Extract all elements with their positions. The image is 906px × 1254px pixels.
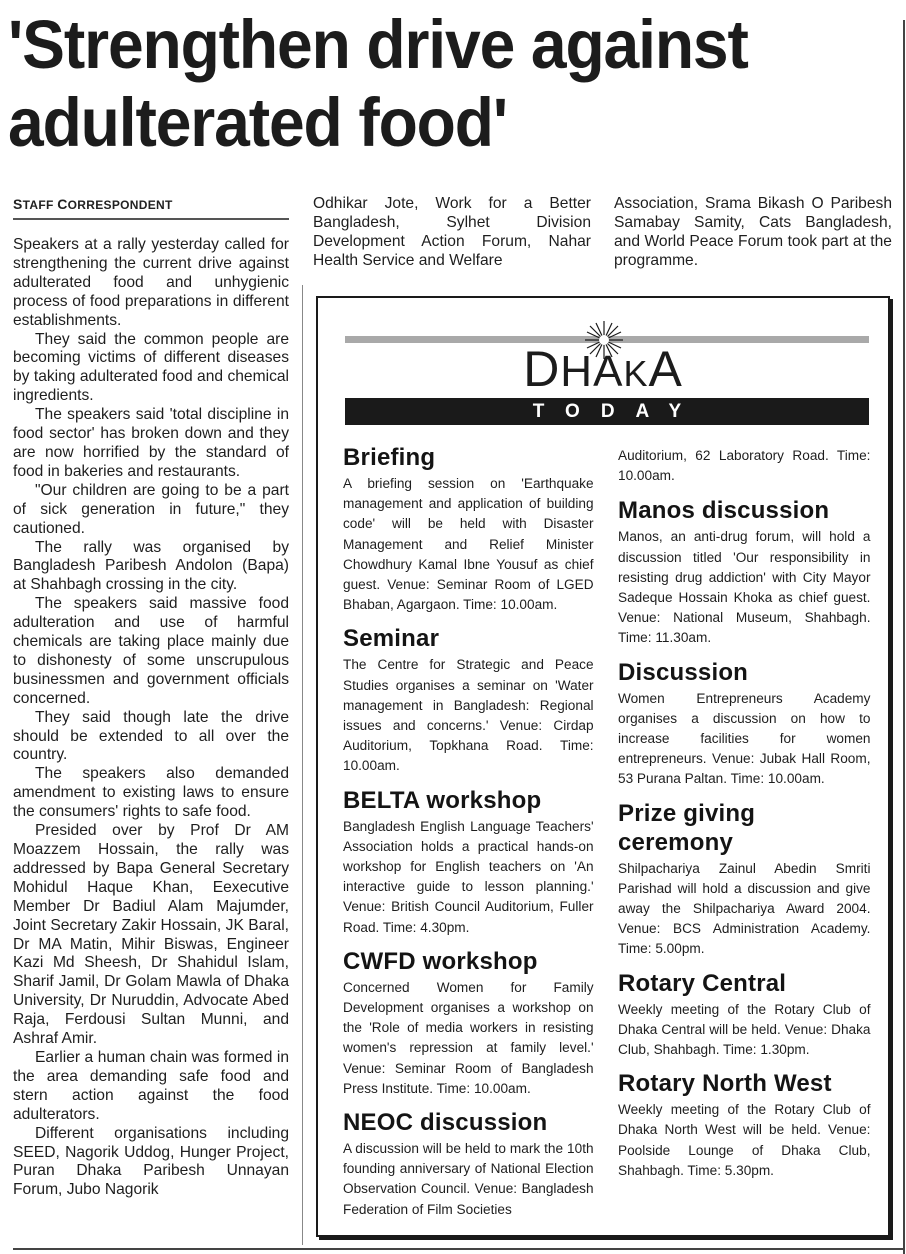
event-heading: BELTA workshop <box>343 786 542 814</box>
event-body: Weekly meeting of the Rotary Club of Dhaka Central will be held. Venue: Dhaka Club, Shahbagh. Time: 1.30pm. <box>618 1001 871 1059</box>
article-paragraph: They said the common people are becoming victims of different diseases by taking adulterated food and chemical ingredients. <box>13 330 289 405</box>
article-paragraph: Odhikar Jote, Work for a Better Bangladesh, Sylhet Division Development Action Forum, Nahar Health Service and Welfare <box>313 195 591 269</box>
byline-rest: ORRESPONDENT <box>67 198 173 212</box>
event-body: Shilpachariya Zainul Abedin Smriti Parishad will hold a discussion and give away the Shilpachariya Award 2004. Venue: BCS Administration Academy. Time: 5.00pm. <box>618 860 871 958</box>
event-heading: Prize giving ceremony <box>618 799 756 856</box>
dhaka-masthead <box>318 341 888 397</box>
dhaka-today-box <box>316 296 890 1237</box>
event-item <box>618 658 870 790</box>
event-heading: Discussion <box>618 658 749 686</box>
article-paragraph: "Our children are going to be a part of sick generation in future," they cautioned. <box>13 481 289 537</box>
today-banner: TODAY <box>345 398 869 425</box>
article-paragraph: The speakers said massive food adulteration and use of harmful chemicals are taking place mainly due to dishonesty of some unscrupulous businessmen and government officials concerned. <box>13 595 289 707</box>
masthead-letter: A <box>648 341 683 397</box>
event-body: Manos, an anti-drug forum, will hold a discussion titled 'Our responsibility in resisting drug addiction' with City Mayor Sadeque Hossain Khoka as chief guest. Venue: National Museum, Shahbagh. Time: 11.30am. <box>618 529 871 647</box>
event-body: A briefing session on 'Earthquake management and application of building code' will be held with Disaster Management and Relief Minister Chowdhury Kamal Ibne Yousuf as chief guest. Venue: Seminar Room of LGED Bhaban, Agargaon. Time: 10.00am. <box>343 476 594 614</box>
event-item <box>343 443 593 615</box>
event-body: Women Entrepreneurs Academy organises a discussion on how to increase facilities for women entrepreneurs. Venue: Jubak Hall Room, 53 Purana Paltan. Time: 10.00am. <box>618 690 871 788</box>
article-paragraph: The rally was organised by Bangladesh Paribesh Andolon (Bapa) at Shahbagh crossing in the city. <box>13 538 289 594</box>
masthead-letter: D <box>523 341 561 397</box>
article-paragraph: The speakers said 'total discipline in food sector' has broken down and they are now horrified by the standard of food in bakeries and restaurants. <box>13 406 289 480</box>
event-heading: Briefing <box>343 444 436 471</box>
masthead-letter: H <box>560 347 594 396</box>
event-heading: Rotary North West <box>618 1070 832 1098</box>
article-paragraph: Speakers at a rally yesterday called for strengthening the current drive against adulterated food and unhygienic process of food preparations in different establishments. <box>13 236 289 329</box>
masthead-letter: K <box>623 353 649 394</box>
event-body: The Centre for Strategic and Peace Studies organises a seminar on 'Water management in Bangladesh: Regional issues and concerns.' Venue: Cirdap Auditorium, Topkhana Road. Time: 10.00am. <box>343 657 594 775</box>
article-column-2 <box>313 195 591 271</box>
event-body-continuation: Auditorium, 62 Laboratory Road. Time: 10.00am. <box>618 448 871 485</box>
article-paragraph: Earlier a human chain was formed in the area demanding safe food and stern action against the food adulterators. <box>13 1048 289 1123</box>
byline <box>13 196 289 220</box>
event-heading: Seminar <box>343 625 440 653</box>
event-item <box>618 799 870 960</box>
page-edge-rule <box>903 20 905 1254</box>
event-heading: Rotary Central <box>618 969 787 997</box>
events-column-right <box>618 446 870 1181</box>
bottom-rule <box>13 1248 903 1250</box>
event-heading: NEOC discussion <box>343 1109 548 1137</box>
article-paragraph: They said though late the drive should be extended to all over the country. <box>13 708 289 764</box>
event-item <box>618 969 870 1061</box>
event-item <box>618 496 870 648</box>
event-item <box>343 624 593 776</box>
event-body: Weekly meeting of the Rotary Club of Dhaka North West will be held. Venue: Poolside Lounge of Dhaka Club, Shahbagh. Time: 5.30pm. <box>618 1102 871 1179</box>
article-paragraph: Presided over by Prof Dr AM Moazzem Hossain, the rally was addressed by Bapa General Secretary Mohidul Haque Khan, Eexecutive Member Dr Badiul Alam Majumder, Joint Secretary Zakir Hossain, JK Baral, Dr MA Matin, Mihir Biswas, Engineer Kazi Md Sheesh, Dr Shahidul Islam, Sharif Jamil, Dr Golam Mawla of Dhaka University, Dr Nuruddin, Advocate Abed Raja, Ferdousi Sultan Munni, and Ashraf Amir. <box>13 822 289 1048</box>
article-paragraph: The speakers also demanded amendment to existing laws to ensure the consumers' rights to safe food. <box>13 765 289 821</box>
column-divider <box>302 285 303 1245</box>
event-heading: Manos discussion <box>618 497 830 525</box>
article-column-1 <box>13 236 289 1200</box>
event-item <box>618 1069 870 1181</box>
event-body: Bangladesh English Language Teachers' Association holds a practical hands-on workshop for English teachers on 'An interactive guide to lesson planning.' Venue: British Council Auditorium, Fuller Road. Time: 4.30pm. <box>343 818 594 936</box>
event-heading: CWFD workshop <box>343 947 538 975</box>
article-paragraph: Association, Srama Bikash O Paribesh Samabay Samity, Cats Bangladesh, and World Peace Forum took part at the programme. <box>614 195 892 269</box>
byline-rest: TAFF <box>22 198 58 212</box>
byline-initial: C <box>57 196 68 212</box>
event-item <box>343 786 593 938</box>
events-column-left <box>343 443 593 1220</box>
event-body: Concerned Women for Family Development organises a workshop on the 'Role of media workers in resisting women's repression at family level.' Venue: Seminar Room of Bangladesh Press Institute. Time: 10.00am. <box>343 979 594 1097</box>
article-paragraph: Different organisations including SEED, Nagorik Uddog, Hunger Project, Puran Dhaka Paribesh Unnayan Forum, Jubo Nagorik <box>13 1124 289 1199</box>
event-item <box>343 947 593 1099</box>
article-headline: 'Strengthen drive against adulterated food' <box>8 6 748 161</box>
event-body: A discussion will be held to mark the 10th founding anniversary of National Election Observation Council. Venue: Bangladesh Federation of Film Societies <box>343 1141 594 1218</box>
article-column-3 <box>614 195 892 271</box>
byline-initial: S <box>13 196 23 212</box>
masthead-letter: A <box>593 347 624 396</box>
event-item <box>343 1108 593 1220</box>
